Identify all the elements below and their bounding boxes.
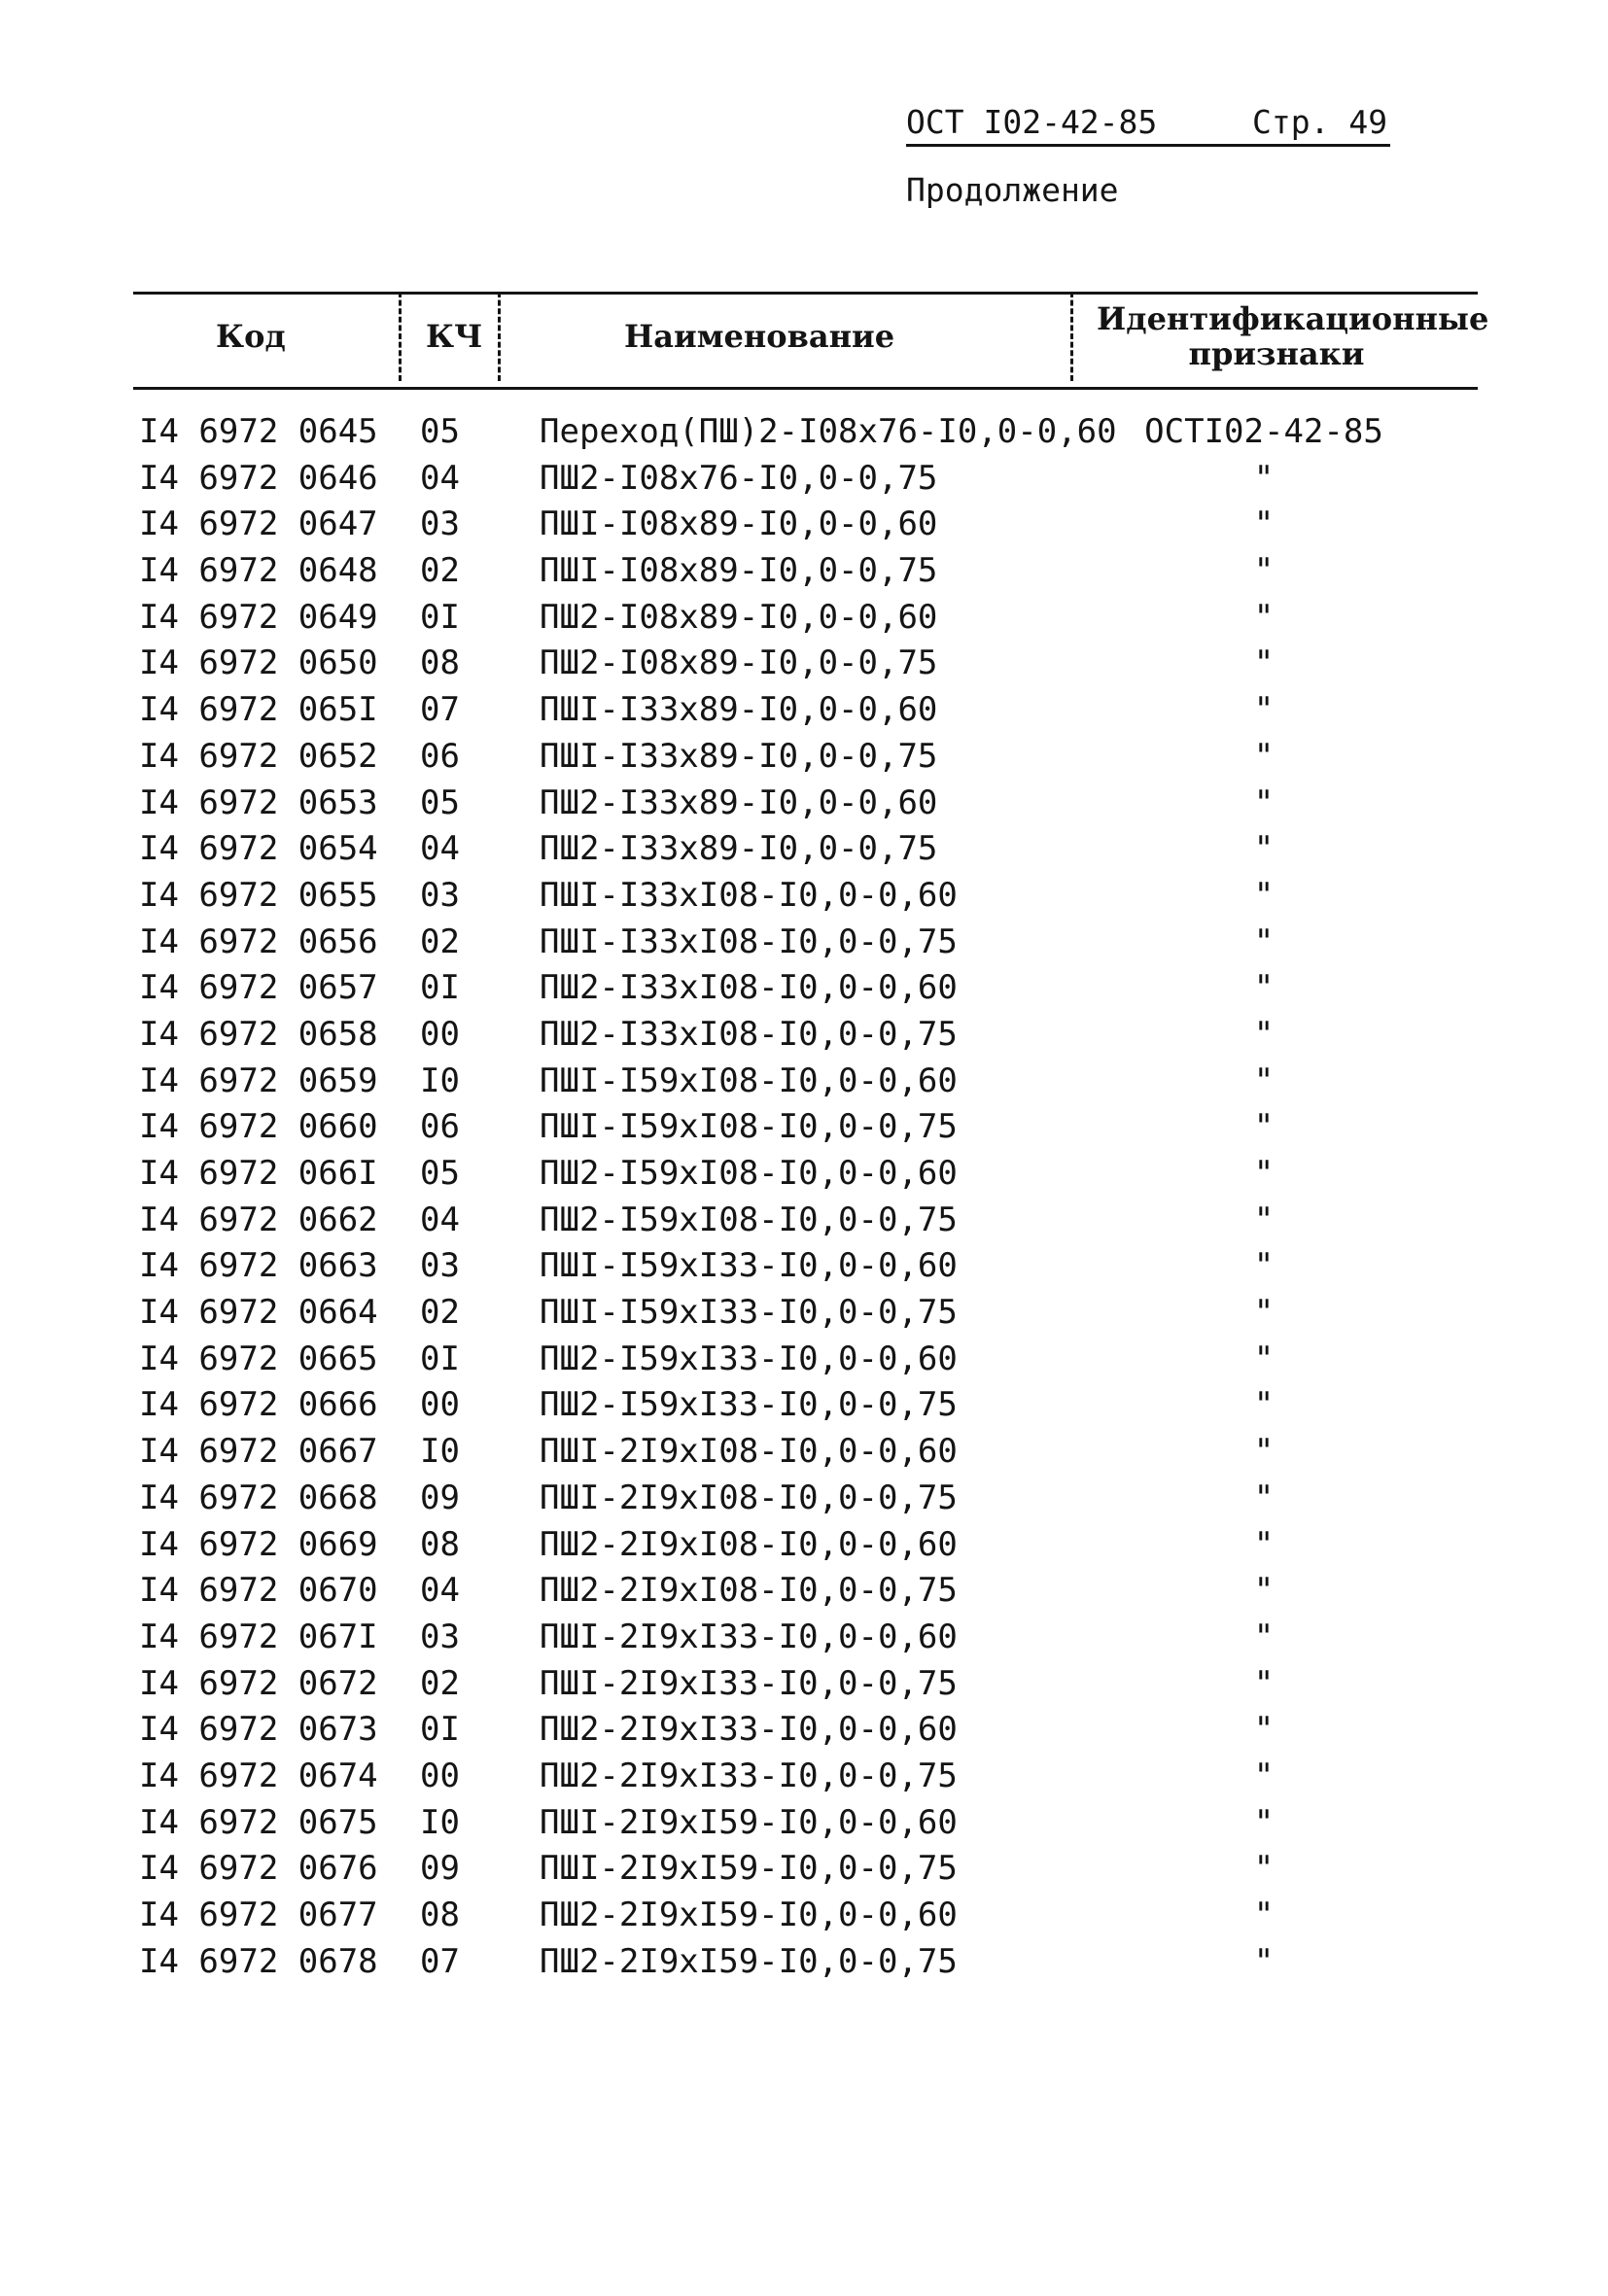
cell-code: I4 6972 0665 — [139, 1339, 378, 1378]
cell-code: I4 6972 0649 — [139, 597, 378, 637]
header-underline — [906, 144, 1390, 147]
table-row — [0, 1846, 1608, 1893]
cell-kch: 02 — [420, 922, 460, 961]
cell-name: ПШ2-2I9хI08-I0,0-0,75 — [540, 1571, 958, 1611]
cell-kch: 08 — [420, 1896, 460, 1934]
table-row — [0, 1522, 1608, 1569]
cell-name: ПШ2-I59хI33-I0,0-0,75 — [540, 1385, 958, 1425]
cell-code: I4 6972 066I — [139, 1154, 378, 1193]
cell-kch: 03 — [420, 504, 460, 544]
table-row — [0, 734, 1608, 781]
column-separator — [498, 292, 501, 381]
cell-name: ПШ2-I33х89-I0,0-0,75 — [540, 829, 938, 869]
cell-ident: " — [1253, 1339, 1275, 1378]
cell-name: ПШI-I33хI08-I0,0-0,75 — [540, 922, 958, 961]
table-row — [0, 781, 1608, 827]
cell-name: ПШI-I08х89-I0,0-0,60 — [540, 504, 938, 544]
table-row — [0, 1290, 1608, 1337]
cell-code: I4 6972 0668 — [139, 1478, 378, 1517]
cell-code: I4 6972 0669 — [139, 1524, 378, 1564]
cell-code: I4 6972 0645 — [139, 412, 378, 451]
cell-kch: 06 — [420, 736, 460, 776]
cell-code: I4 6972 0654 — [139, 829, 378, 869]
cell-ident: " — [1253, 1756, 1275, 1795]
cell-ident: " — [1253, 1941, 1275, 1981]
cell-ident: " — [1253, 968, 1275, 1008]
cell-name: ПШI-I59хI08-I0,0-0,75 — [540, 1107, 958, 1147]
cell-name: ПШI-I59хI33-I0,0-0,60 — [540, 1246, 958, 1286]
cell-ident: " — [1253, 644, 1275, 683]
cell-name: ПШ2-I08х89-I0,0-0,75 — [540, 644, 938, 683]
cell-code: I4 6972 0652 — [139, 736, 378, 776]
cell-name: ПШI-I59хI33-I0,0-0,75 — [540, 1293, 958, 1333]
cell-ident: " — [1253, 1154, 1275, 1193]
cell-kch: 04 — [420, 1200, 460, 1239]
cell-kch: 08 — [420, 644, 460, 683]
cell-name: ПШ2-I33хI08-I0,0-0,60 — [540, 968, 958, 1008]
cell-code: I4 6972 0656 — [139, 922, 378, 961]
cell-name: ПШI-2I9хI08-I0,0-0,75 — [540, 1478, 958, 1517]
cell-kch: 03 — [420, 1617, 460, 1656]
table-row — [0, 1429, 1608, 1476]
cell-ident: " — [1253, 551, 1275, 591]
continuation-label: Продолжение — [906, 171, 1119, 209]
column-header-code: Код — [216, 318, 286, 355]
cell-code: I4 6972 0673 — [139, 1710, 378, 1750]
cell-kch: 08 — [420, 1524, 460, 1564]
column-header-ident: Идентификационные признаки — [1097, 300, 1489, 372]
table-row — [0, 1615, 1608, 1661]
cell-code: I4 6972 0663 — [139, 1246, 378, 1286]
table-row — [0, 1059, 1608, 1105]
cell-kch: 00 — [420, 1756, 460, 1795]
cell-code: I4 6972 0660 — [139, 1107, 378, 1147]
cell-kch: 06 — [420, 1107, 460, 1147]
cell-kch: 04 — [420, 829, 460, 869]
cell-name: ПШI-I59хI08-I0,0-0,60 — [540, 1061, 958, 1100]
cell-name: ПШ2-2I9хI08-I0,0-0,60 — [540, 1524, 958, 1564]
cell-code: I4 6972 0667 — [139, 1432, 378, 1472]
table-row — [0, 1151, 1608, 1198]
cell-kch: 04 — [420, 1571, 460, 1611]
cell-ident: " — [1253, 1246, 1275, 1286]
table-row — [0, 1476, 1608, 1522]
table-row — [0, 826, 1608, 873]
cell-ident: " — [1253, 504, 1275, 544]
cell-code: I4 6972 0650 — [139, 644, 378, 683]
cell-kch: 09 — [420, 1478, 460, 1517]
cell-ident: " — [1253, 1571, 1275, 1611]
cell-name: Переход(ПШ)2-I08х76-I0,0-0,60 — [540, 412, 1117, 451]
cell-ident: " — [1253, 829, 1275, 869]
cell-name: ПШ2-I08х89-I0,0-0,60 — [540, 597, 938, 637]
cell-name: ПШ2-I33х89-I0,0-0,60 — [540, 783, 938, 822]
cell-kch: 02 — [420, 1293, 460, 1333]
table-row — [0, 1243, 1608, 1290]
column-separator — [1070, 292, 1073, 381]
table-row — [0, 1012, 1608, 1059]
cell-name: ПШI-2I9хI33-I0,0-0,60 — [540, 1617, 958, 1656]
cell-kch: 05 — [420, 412, 460, 451]
cell-kch: 05 — [420, 783, 460, 822]
cell-kch: I0 — [420, 1061, 460, 1100]
table-body — [0, 409, 1608, 1985]
cell-kch: 07 — [420, 1941, 460, 1981]
cell-name: ПШI-I33х89-I0,0-0,60 — [540, 690, 938, 730]
cell-code: I4 6972 0659 — [139, 1061, 378, 1100]
column-separator — [399, 292, 402, 381]
cell-name: ПШ2-I59хI08-I0,0-0,75 — [540, 1200, 958, 1239]
cell-kch: 04 — [420, 458, 460, 498]
cell-ident: " — [1253, 1385, 1275, 1425]
cell-name: ПШI-2I9хI59-I0,0-0,60 — [540, 1802, 958, 1842]
cell-ident: " — [1253, 1014, 1275, 1054]
cell-ident: ОСТI02-42-85 — [1144, 412, 1383, 451]
table-row — [0, 1893, 1608, 1939]
cell-name: ПШI-I08х89-I0,0-0,75 — [540, 551, 938, 591]
cell-ident: " — [1253, 783, 1275, 822]
cell-ident: " — [1253, 1896, 1275, 1934]
standard-number: ОСТ I02-42-85 — [906, 103, 1158, 141]
table-row — [0, 873, 1608, 920]
cell-kch: 05 — [420, 1154, 460, 1193]
cell-kch: 09 — [420, 1849, 460, 1889]
cell-ident: " — [1253, 875, 1275, 915]
page-header — [906, 100, 1390, 145]
table-row — [0, 502, 1608, 548]
cell-code: I4 6972 0653 — [139, 783, 378, 822]
cell-kch: 03 — [420, 1246, 460, 1286]
cell-code: I4 6972 0670 — [139, 1571, 378, 1611]
cell-code: I4 6972 0646 — [139, 458, 378, 498]
cell-kch: 02 — [420, 1663, 460, 1703]
cell-ident: " — [1253, 1200, 1275, 1239]
table-row — [0, 920, 1608, 966]
cell-ident: " — [1253, 458, 1275, 498]
table-row — [0, 965, 1608, 1012]
cell-name: ПШ2-I59хI33-I0,0-0,60 — [540, 1339, 958, 1378]
cell-name: ПШ2-I08х76-I0,0-0,75 — [540, 458, 938, 498]
cell-ident: " — [1253, 1849, 1275, 1889]
cell-code: I4 6972 0658 — [139, 1014, 378, 1054]
cell-name: ПШ2-2I9хI59-I0,0-0,60 — [540, 1896, 958, 1934]
table-row — [0, 409, 1608, 456]
table-row — [0, 1337, 1608, 1383]
cell-ident: " — [1253, 736, 1275, 776]
cell-ident: " — [1253, 1432, 1275, 1472]
cell-name: ПШ2-2I9хI59-I0,0-0,75 — [540, 1941, 958, 1981]
cell-ident: " — [1253, 1107, 1275, 1147]
cell-kch: 00 — [420, 1014, 460, 1054]
cell-code: I4 6972 0674 — [139, 1756, 378, 1795]
cell-ident: " — [1253, 1617, 1275, 1656]
table-top-rule — [133, 292, 1478, 295]
cell-kch: 0I — [420, 1339, 460, 1378]
cell-ident: " — [1253, 597, 1275, 637]
cell-code: I4 6972 065I — [139, 690, 378, 730]
cell-ident: " — [1253, 1663, 1275, 1703]
cell-kch: I0 — [420, 1802, 460, 1842]
cell-ident: " — [1253, 1061, 1275, 1100]
column-header-kch: КЧ — [426, 318, 483, 355]
cell-name: ПШ2-I33хI08-I0,0-0,75 — [540, 1014, 958, 1054]
table-row — [0, 1198, 1608, 1244]
cell-code: I4 6972 0666 — [139, 1385, 378, 1425]
cell-ident: " — [1253, 690, 1275, 730]
cell-name: ПШI-I33х89-I0,0-0,75 — [540, 736, 938, 776]
page-number: Стр. 49 — [1252, 103, 1388, 141]
cell-code: I4 6972 0672 — [139, 1663, 378, 1703]
table-row — [0, 687, 1608, 734]
cell-code: I4 6972 0676 — [139, 1849, 378, 1889]
table-header-rule — [133, 387, 1478, 390]
cell-kch: 03 — [420, 875, 460, 915]
cell-name: ПШI-2I9хI33-I0,0-0,75 — [540, 1663, 958, 1703]
cell-kch: 00 — [420, 1385, 460, 1425]
cell-code: I4 6972 0664 — [139, 1293, 378, 1333]
cell-code: I4 6972 0678 — [139, 1941, 378, 1981]
cell-code: I4 6972 0655 — [139, 875, 378, 915]
cell-name: ПШ2-2I9хI33-I0,0-0,60 — [540, 1710, 958, 1750]
cell-kch: I0 — [420, 1432, 460, 1472]
cell-ident: " — [1253, 1293, 1275, 1333]
table-row — [0, 1707, 1608, 1754]
table-row — [0, 1661, 1608, 1708]
table-row — [0, 595, 1608, 642]
cell-code: I4 6972 0675 — [139, 1802, 378, 1842]
cell-name: ПШI-I33хI08-I0,0-0,60 — [540, 875, 958, 915]
table-row — [0, 641, 1608, 687]
column-header-name: Наименование — [624, 318, 895, 355]
cell-kch: 0I — [420, 597, 460, 637]
cell-name: ПШ2-2I9хI33-I0,0-0,75 — [540, 1756, 958, 1795]
cell-code: I4 6972 0662 — [139, 1200, 378, 1239]
cell-kch: 02 — [420, 551, 460, 591]
cell-code: I4 6972 0648 — [139, 551, 378, 591]
table-row — [0, 1939, 1608, 1986]
table-row — [0, 1800, 1608, 1847]
cell-code: I4 6972 0647 — [139, 504, 378, 544]
cell-ident: " — [1253, 922, 1275, 961]
cell-code: I4 6972 0677 — [139, 1896, 378, 1934]
cell-ident: " — [1253, 1802, 1275, 1842]
cell-kch: 0I — [420, 1710, 460, 1750]
table-row — [0, 1104, 1608, 1151]
cell-code: I4 6972 0657 — [139, 968, 378, 1008]
cell-code: I4 6972 067I — [139, 1617, 378, 1656]
cell-ident: " — [1253, 1524, 1275, 1564]
cell-name: ПШ2-I59хI08-I0,0-0,60 — [540, 1154, 958, 1193]
table-row — [0, 456, 1608, 503]
cell-kch: 0I — [420, 968, 460, 1008]
cell-ident: " — [1253, 1478, 1275, 1517]
table-row — [0, 1754, 1608, 1800]
cell-ident: " — [1253, 1710, 1275, 1750]
cell-name: ПШI-2I9хI08-I0,0-0,60 — [540, 1432, 958, 1472]
table-row — [0, 548, 1608, 595]
table-row — [0, 1568, 1608, 1615]
table-row — [0, 1382, 1608, 1429]
cell-kch: 07 — [420, 690, 460, 730]
cell-name: ПШI-2I9хI59-I0,0-0,75 — [540, 1849, 958, 1889]
